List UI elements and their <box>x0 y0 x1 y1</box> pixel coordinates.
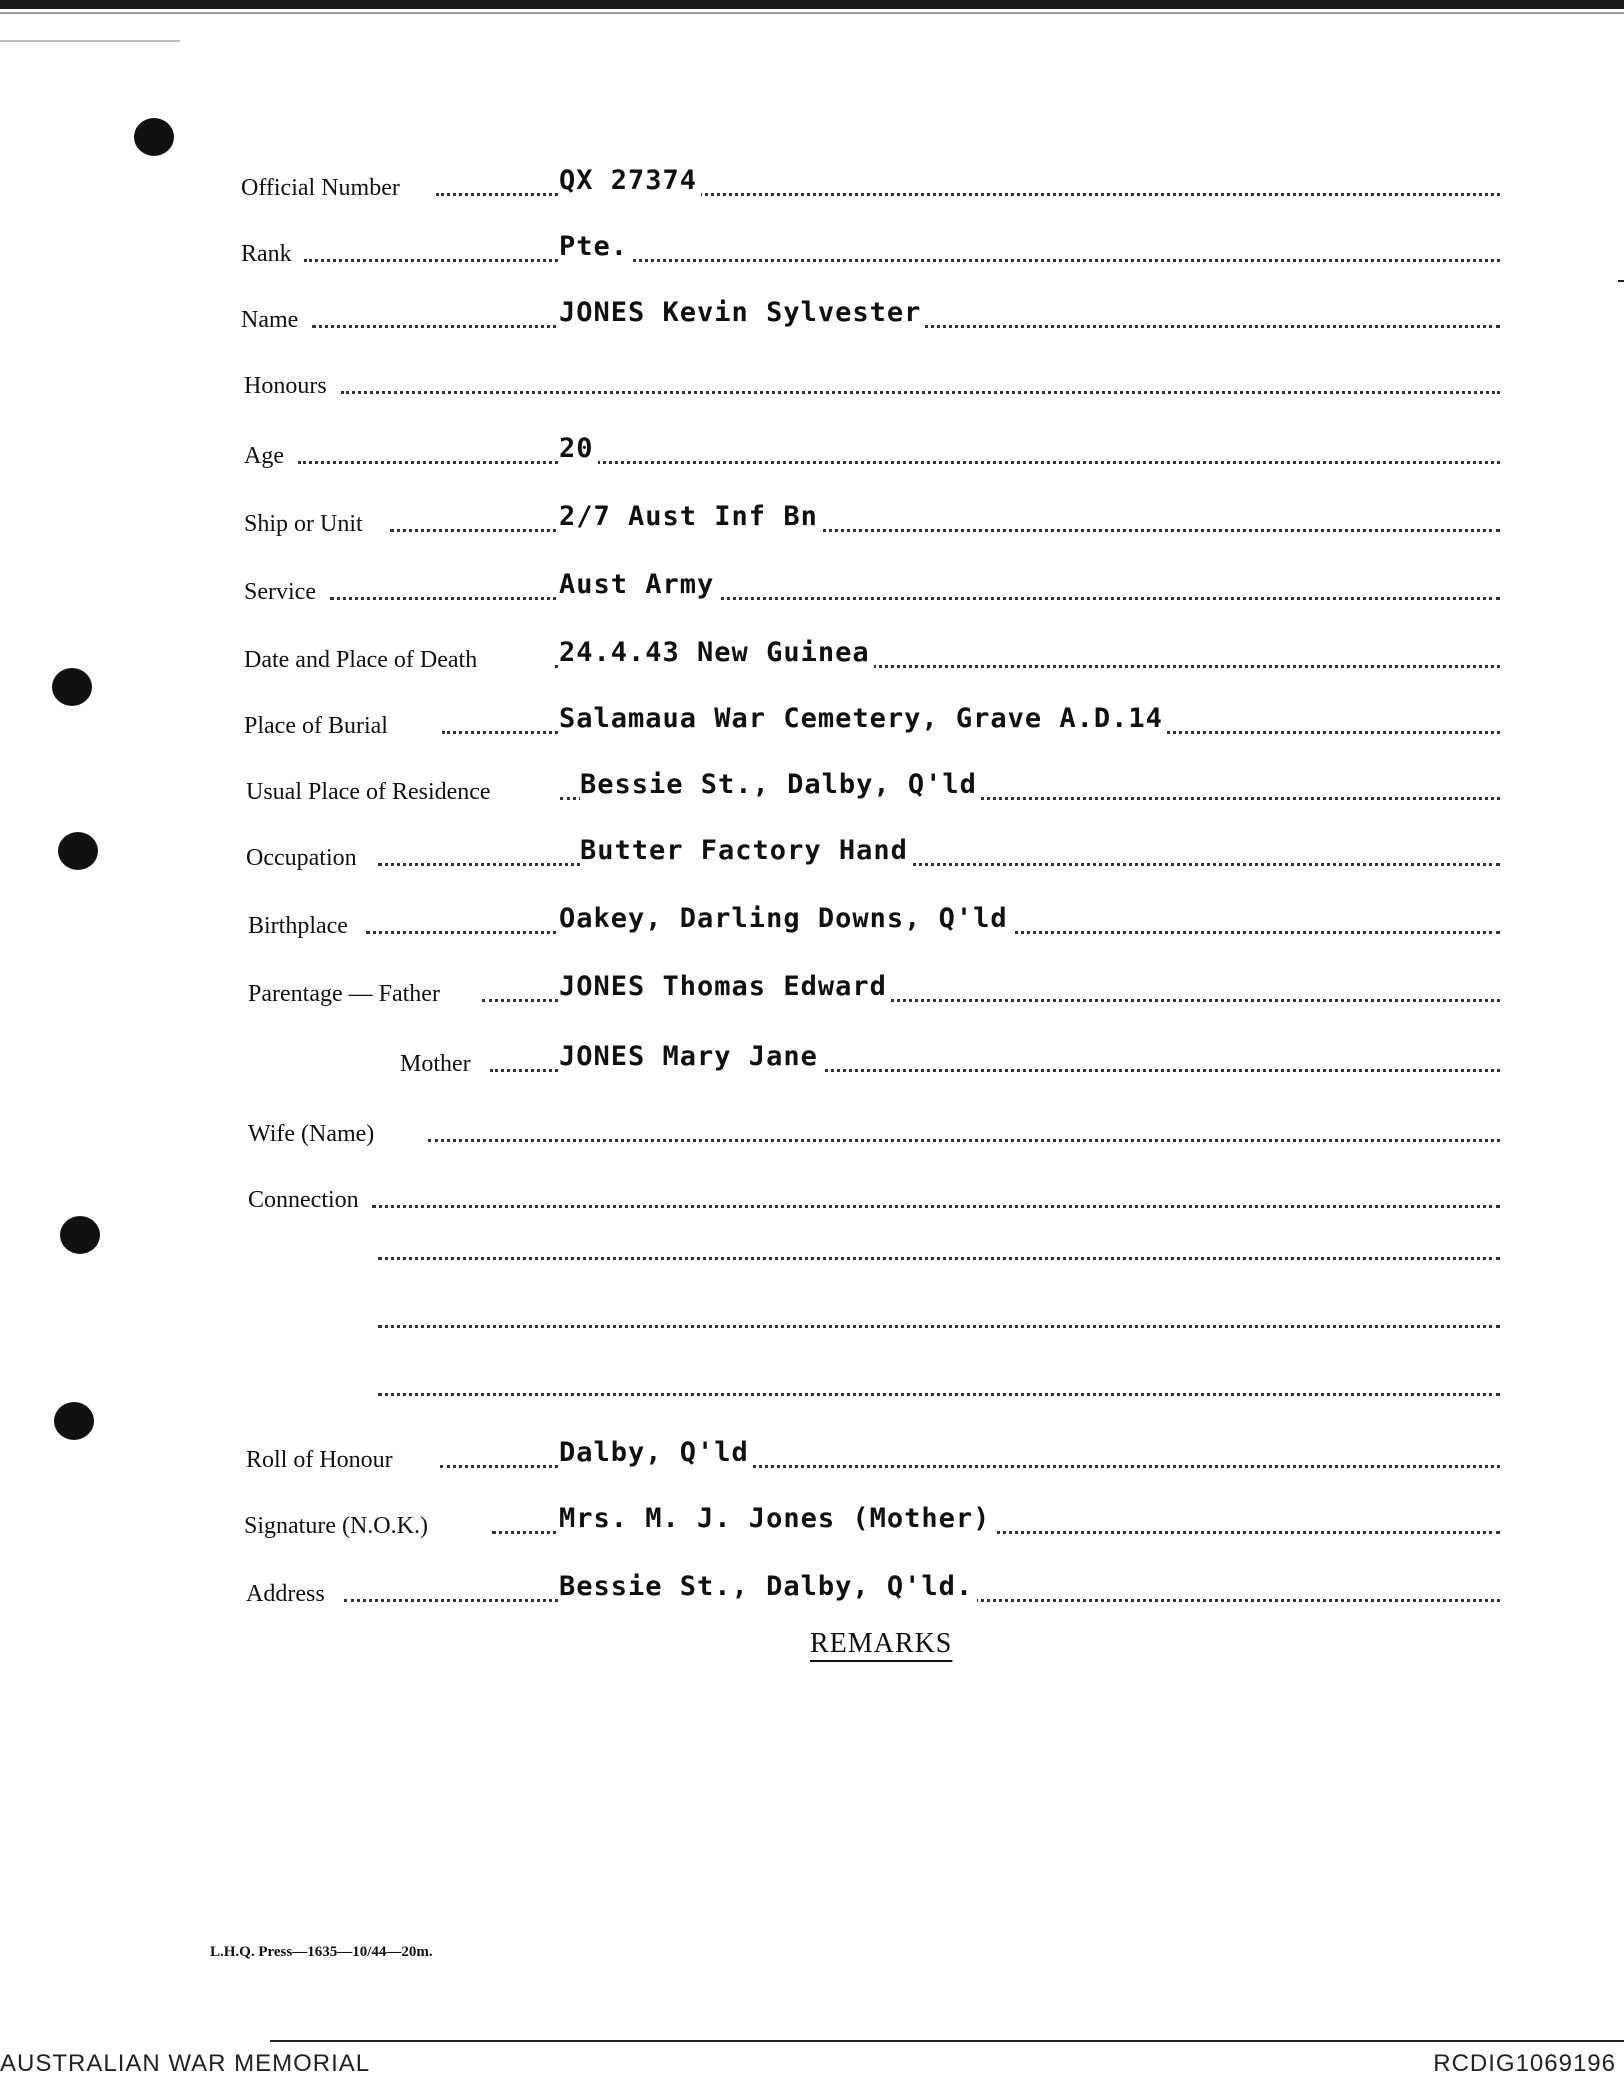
scan-edge-mark <box>0 40 180 42</box>
field-ship-or-unit <box>0 492 1624 542</box>
field-value: QX 27374 <box>559 165 701 196</box>
field-dotted-line <box>330 597 1500 600</box>
field-value: Bessie St., Dalby, Q'ld. <box>559 1571 977 1602</box>
field-label: Mother <box>400 1051 471 1077</box>
printer-imprint: L.H.Q. Press—1635—10/44—20m. <box>210 1944 433 1960</box>
field-birthplace <box>0 894 1624 944</box>
field-label: Birthplace <box>248 913 348 939</box>
field-label: Date and Place of Death <box>244 647 478 673</box>
punch-hole <box>134 118 174 156</box>
field-label: Service <box>244 579 316 605</box>
field-dotted-line <box>428 1139 1500 1142</box>
scan-edge-top <box>0 0 1624 9</box>
field-label: Signature (N.O.K.) <box>244 1513 428 1539</box>
field-dotted-line <box>378 1325 1500 1328</box>
field-date-place-death <box>0 628 1624 678</box>
field-address <box>0 1562 1624 1612</box>
scan-edge-tick <box>1618 280 1624 282</box>
field-value: Dalby, Q'ld <box>559 1437 753 1468</box>
field-label: Connection <box>248 1187 359 1213</box>
field-label: Parentage — Father <box>248 981 440 1007</box>
field-label: Ship or Unit <box>244 511 363 537</box>
field-service <box>0 560 1624 610</box>
field-label: Wife (Name) <box>248 1121 375 1147</box>
field-value: Oakey, Darling Downs, Q'ld <box>559 903 1012 934</box>
field-value: JONES Mary Jane <box>559 1041 822 1072</box>
field-place-of-burial <box>0 694 1624 744</box>
field-value: 20 <box>559 433 598 464</box>
field-label: Rank <box>241 241 292 267</box>
field-dotted-line <box>378 863 1500 866</box>
field-age <box>0 424 1624 474</box>
field-dotted-line <box>304 259 1500 262</box>
field-label: Name <box>241 307 299 333</box>
field-label: Usual Place of Residence <box>246 779 491 805</box>
field-dotted-line <box>372 1205 1500 1208</box>
field-connection-line <box>0 1220 1624 1270</box>
field-dotted-line <box>378 1257 1500 1260</box>
field-honours <box>0 354 1624 404</box>
field-signature <box>0 1494 1624 1544</box>
field-dotted-line <box>378 1393 1500 1396</box>
field-official-number <box>0 156 1624 206</box>
field-label: Place of Burial <box>244 713 388 739</box>
field-label: Roll of Honour <box>246 1447 393 1473</box>
field-occupation <box>0 826 1624 876</box>
remarks-heading: REMARKS <box>810 1628 953 1659</box>
field-name <box>0 288 1624 338</box>
field-value: Butter Factory Hand <box>580 835 912 866</box>
field-label: Age <box>244 443 284 469</box>
scan-edge-line <box>0 12 1624 14</box>
field-value: JONES Thomas Edward <box>559 971 891 1002</box>
field-label: Address <box>246 1581 325 1607</box>
field-parentage-father <box>0 962 1624 1012</box>
field-label: Official Number <box>241 175 400 201</box>
field-roll-of-honour <box>0 1428 1624 1478</box>
field-value: Pte. <box>559 231 632 262</box>
field-wife <box>0 1102 1624 1152</box>
field-value: 2/7 Aust Inf Bn <box>559 501 822 532</box>
field-label: Honours <box>244 373 327 399</box>
field-value: Salamaua War Cemetery, Grave A.D.14 <box>559 703 1167 734</box>
field-value: 24.4.43 New Guinea <box>559 637 874 668</box>
footer-source: AUSTRALIAN WAR MEMORIAL <box>0 2050 371 2077</box>
field-dotted-line <box>298 461 1500 464</box>
field-usual-residence <box>0 760 1624 810</box>
field-dotted-line <box>390 529 1500 532</box>
footer-record-id: RCDIG1069196 <box>1433 2050 1616 2077</box>
field-label: Occupation <box>246 845 357 871</box>
field-value: Mrs. M. J. Jones (Mother) <box>559 1503 994 1534</box>
field-connection-line <box>0 1356 1624 1406</box>
field-value: JONES Kevin Sylvester <box>559 297 925 328</box>
field-connection-line <box>0 1288 1624 1338</box>
field-value: Aust Army <box>559 569 718 600</box>
field-parentage-mother <box>0 1032 1624 1082</box>
field-connection <box>0 1168 1624 1218</box>
field-dotted-line <box>341 391 1500 394</box>
field-value: Bessie St., Dalby, Q'ld <box>580 769 981 800</box>
field-rank <box>0 222 1624 272</box>
footer-rule <box>270 2040 1624 2042</box>
